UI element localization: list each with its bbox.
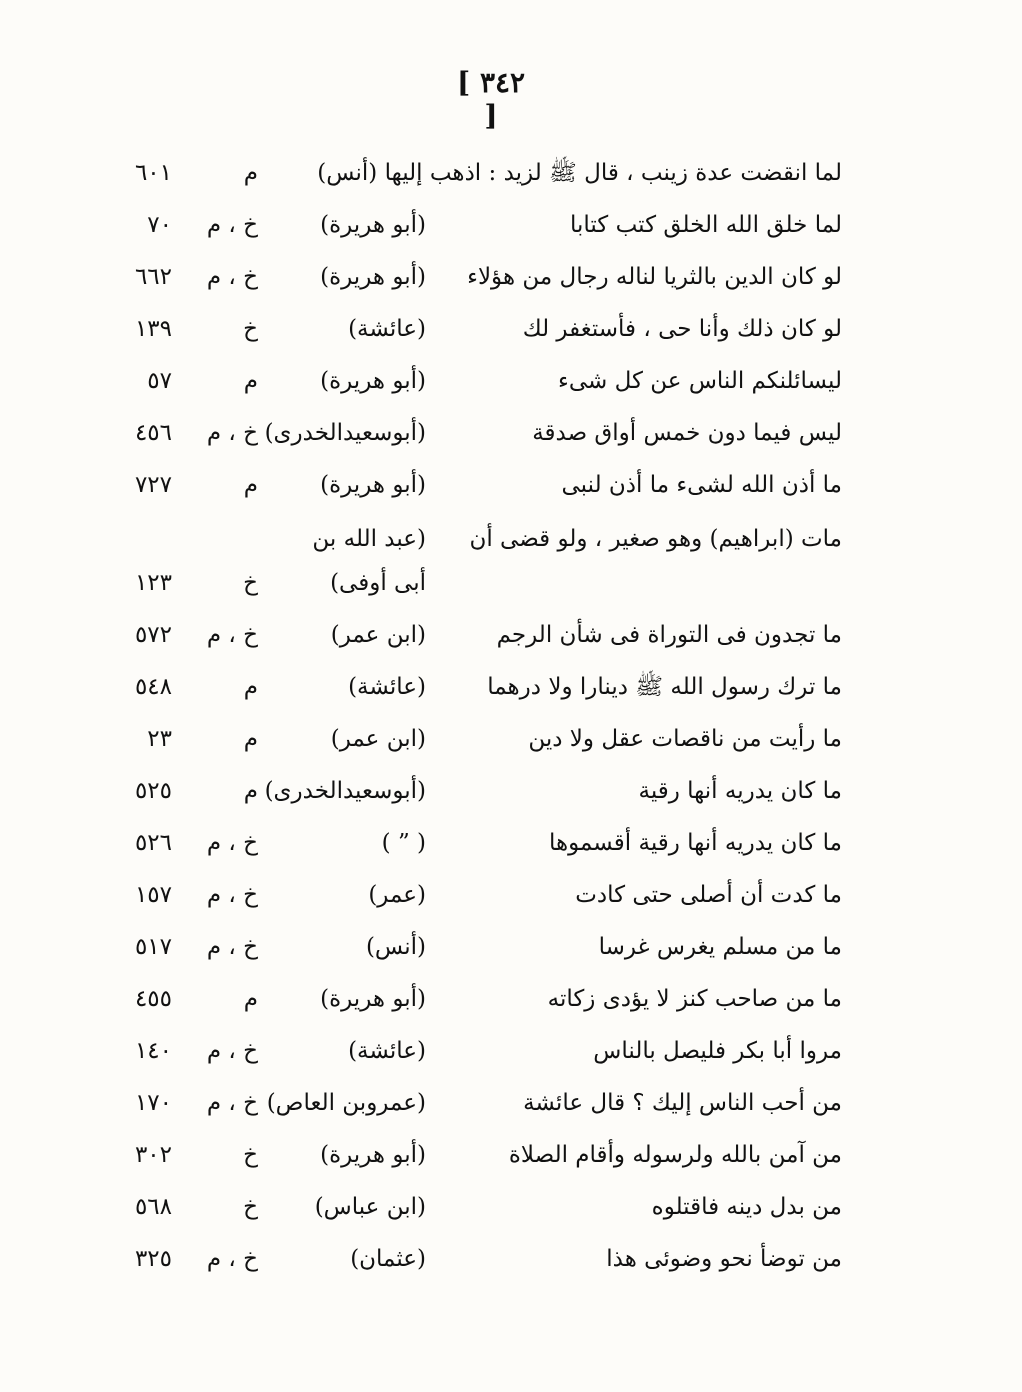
source-code: خ ، م <box>206 934 258 960</box>
narrator: (أبو هريرة) <box>320 472 426 498</box>
page-ref: ٥٤٨ <box>134 674 172 700</box>
list-item <box>0 522 1022 562</box>
hadith-text: ما ترك رسول الله ﷺ دينارا ولا درهما <box>487 674 842 700</box>
list-item <box>0 774 1022 814</box>
hadith-text: ما من صاحب كنز لا يؤدى زكاته <box>547 986 842 1012</box>
hadith-text: ما رأيت من ناقصات عقل ولا دين <box>528 726 842 752</box>
source-code: خ ، م <box>206 830 258 856</box>
page-ref: ١٣٩ <box>134 316 172 342</box>
list-item <box>0 1034 1022 1074</box>
hadith-text: مروا أبا بكر فليصل بالناس <box>593 1038 842 1064</box>
hadith-text: لما انقضت عدة زينب ، قال ﷺ لزيد : اذهب إليها (أنس) <box>317 160 842 186</box>
list-item <box>0 312 1022 352</box>
page-ref: ٥٧٢ <box>134 622 172 648</box>
hadith-text: من أحب الناس إليك ؟ قال عائشة <box>523 1090 842 1116</box>
page-ref: ٥٦٨ <box>134 1194 172 1220</box>
hadith-text: ليسائلنكم الناس عن كل شىء <box>558 368 842 394</box>
hadith-text: ما كدت أن أصلى حتى كادت <box>575 882 842 908</box>
narrator: (أبو هريرة) <box>320 1142 426 1168</box>
narrator: (عائشة) <box>348 316 426 342</box>
narrator: (عمروبن العاص) <box>266 1090 426 1116</box>
narrator: (أبو هريرة) <box>320 368 426 394</box>
page-ref: ١٧٠ <box>134 1090 172 1116</box>
list-item <box>0 826 1022 866</box>
source-code: م <box>243 472 258 498</box>
list-item <box>0 878 1022 918</box>
list-item <box>0 468 1022 508</box>
narrator: (ابن عمر) <box>330 726 426 752</box>
source-code: م <box>243 778 258 804</box>
narrator: (ابن عمر) <box>330 622 426 648</box>
narrator: (ابن عباس) <box>314 1194 426 1220</box>
hadith-text: من بدل دينه فاقتلوه <box>651 1194 842 1220</box>
list-item <box>0 722 1022 762</box>
page-ref: ٣٢٥ <box>134 1246 172 1272</box>
list-item <box>0 1190 1022 1230</box>
hadith-text: لما خلق الله الخلق كتب كتابا <box>569 212 842 238</box>
list-item <box>0 1086 1022 1126</box>
page-ref: ٧٢٧ <box>134 472 172 498</box>
page-ref: ٦٠١ <box>134 160 172 186</box>
narrator-continued: أبى أوفى) <box>330 570 426 596</box>
list-item <box>0 930 1022 970</box>
hadith-text: لو كان الدين بالثريا لناله رجال من هؤلاء <box>467 264 842 290</box>
page-ref: ٥٧ <box>147 368 172 394</box>
page-ref: ٦٦٢ <box>134 264 172 290</box>
page-ref: ٧٠ <box>147 212 172 238</box>
list-item <box>0 618 1022 658</box>
source-code: خ ، م <box>206 1038 258 1064</box>
source-code: خ <box>243 570 258 596</box>
source-code: م <box>243 674 258 700</box>
page-ref: ١٤٠ <box>134 1038 172 1064</box>
narrator: (عثمان) <box>350 1246 426 1272</box>
narrator: (أبو هريرة) <box>320 986 426 1012</box>
list-item <box>0 260 1022 300</box>
source-code: خ ، م <box>206 420 258 446</box>
page-ref: ٣٠٢ <box>134 1142 172 1168</box>
narrator: (عائشة) <box>348 1038 426 1064</box>
narrator: (أبو هريرة) <box>320 212 426 238</box>
source-code: خ ، م <box>206 264 258 290</box>
source-code: م <box>243 160 258 186</box>
narrator: (أبو هريرة) <box>320 264 426 290</box>
list-item <box>0 208 1022 248</box>
hadith-text: من توضأ نحو وضوئى هذا <box>606 1246 842 1272</box>
source-code: خ ، م <box>206 1090 258 1116</box>
page-ref: ٤٥٥ <box>134 986 172 1012</box>
source-code: خ <box>243 316 258 342</box>
hadith-text: ما كان يدريه أنها رقية أقسموها <box>548 830 842 856</box>
narrator: (عبد الله بن <box>312 526 426 552</box>
source-code: خ ، م <box>206 622 258 648</box>
list-item <box>0 566 1022 606</box>
source-code: خ <box>243 1194 258 1220</box>
source-code: م <box>243 726 258 752</box>
source-code: خ ، م <box>206 882 258 908</box>
source-code: م <box>243 986 258 1012</box>
list-item <box>0 670 1022 710</box>
page-ref: ١٥٧ <box>134 882 172 908</box>
page-ref: ٥٢٥ <box>134 778 172 804</box>
list-item <box>0 364 1022 404</box>
source-code: خ ، م <box>206 212 258 238</box>
list-item <box>0 416 1022 456</box>
narrator: (عائشة) <box>348 674 426 700</box>
hadith-text: ما أذن الله لشىء ما أذن لنبى <box>561 472 842 498</box>
narrator: (أنس) <box>365 934 426 960</box>
source-code: خ <box>243 1142 258 1168</box>
page-number: [ ٣٤٢ ] <box>456 66 526 132</box>
hadith-text: ما كان يدريه أنها رقية <box>638 778 842 804</box>
list-item <box>0 1138 1022 1178</box>
narrator: (أبوسعيدالخدرى) <box>264 778 426 804</box>
page-ref: ٢٣ <box>147 726 172 752</box>
page-ref: ٤٥٦ <box>134 420 172 446</box>
hadith-text: ليس فيما دون خمس أواق صدقة <box>532 420 842 446</box>
narrator: ( ” ) <box>381 830 426 856</box>
page-ref: ٥١٧ <box>134 934 172 960</box>
hadith-text: لو كان ذلك وأنا حى ، فأستغفر لك <box>522 316 842 342</box>
source-code: خ ، م <box>206 1246 258 1272</box>
narrator: (أبوسعيدالخدرى) <box>264 420 426 446</box>
source-code: م <box>243 368 258 394</box>
page-ref: ٥٢٦ <box>134 830 172 856</box>
hadith-text: من آمن بالله ولرسوله وأقام الصلاة <box>508 1142 842 1168</box>
list-item <box>0 1242 1022 1282</box>
narrator: (عمر) <box>368 882 426 908</box>
page-ref: ١٢٣ <box>134 570 172 596</box>
list-item <box>0 982 1022 1022</box>
hadith-text: ما تجدون فى التوراة فى شأن الرجم <box>496 622 842 648</box>
list-item <box>0 156 1022 196</box>
hadith-text: مات (ابراهيم) وهو صغير ، ولو قضى أن <box>469 526 842 552</box>
hadith-text: ما من مسلم يغرس غرسا <box>598 934 842 960</box>
